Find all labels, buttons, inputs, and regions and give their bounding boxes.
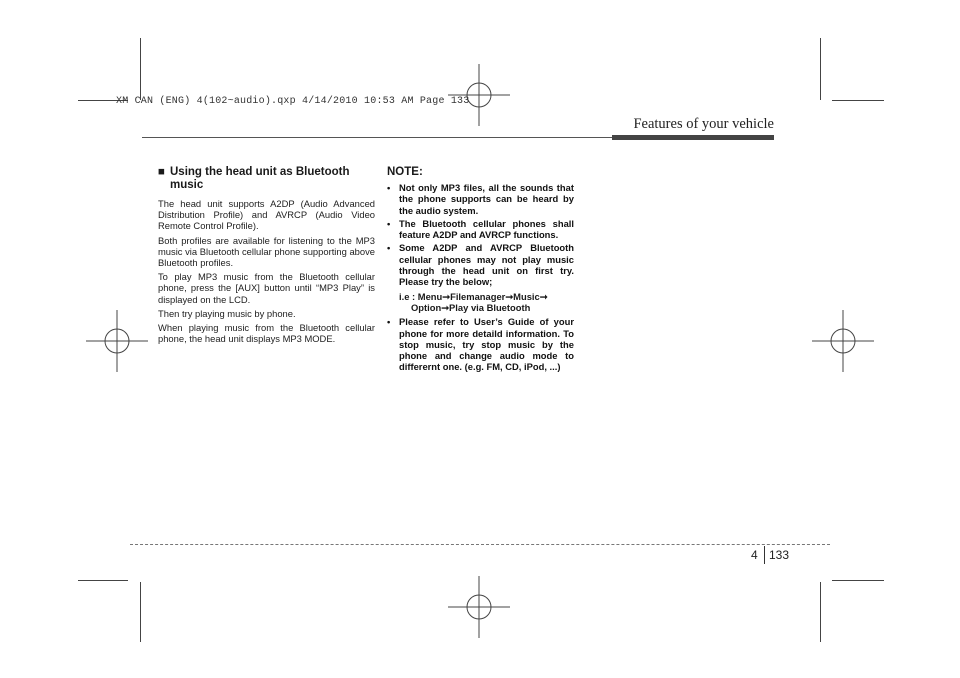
header-rule [142, 137, 612, 138]
registration-mark-left [86, 310, 148, 372]
crop-mark [140, 582, 141, 642]
section-heading [158, 166, 375, 191]
registration-mark-top [448, 64, 510, 126]
crop-mark [820, 582, 821, 642]
square-bullet-icon: ■ [158, 166, 165, 178]
paragraph: To play MP3 music from the Bluetooth cellular phone, press the [AUX] button until “MP3 Play” is displayed on the LCD. [158, 271, 375, 305]
menu-path-example [387, 291, 574, 314]
registration-mark-bottom [448, 576, 510, 638]
print-header: XM CAN (ENG) 4(102~audio).qxp 4/14/2010 10:53 AM Page 133 [116, 96, 470, 107]
paragraph: When playing music from the Bluetooth cellular phone, the head unit displays MP3 MODE. [158, 322, 375, 345]
section-heading-text: Using the head unit as Bluetooth music [170, 166, 350, 191]
bullet-icon: • [387, 316, 391, 328]
note-item-text: Some A2DP and AVRCP Bluetooth cellular phones may not play music through the head unit on first try. Please try the below; [399, 242, 574, 288]
note-item-text: Not only MP3 files, all the sounds that the phone supports can be heard by the audio system. [399, 182, 574, 216]
bullet-icon: • [387, 182, 391, 193]
chapter-number: 4 [751, 548, 758, 562]
note-title: NOTE: [387, 166, 423, 178]
bullet-icon: • [387, 242, 391, 254]
crop-mark [140, 38, 141, 100]
note-item [387, 242, 574, 287]
note-item-text: Please refer to User’s Guide of your phone for more detaild information. To stop music, try stop music by the phone and change audio mode to differernt one. (e.g. FM, CD, iPod, ...) [399, 316, 574, 373]
menu-path-line-2: Option➞Play via Bluetooth [411, 301, 531, 313]
crop-mark [820, 38, 821, 100]
crop-mark [832, 100, 884, 101]
note-item [387, 218, 574, 241]
header-rule-accent [612, 135, 774, 140]
note-item-text: The Bluetooth cellular phones shall feature A2DP and AVRCP functions. [399, 217, 574, 241]
section-title: Features of your vehicle [633, 116, 774, 132]
left-column [158, 166, 375, 347]
paragraph: Both profiles are available for listening to the MP3 music via Bluetooth cellular phone supporting above Bluetooth profiles. [158, 234, 375, 269]
note-item [387, 316, 574, 372]
page-number: 133 [769, 548, 790, 562]
crop-mark [78, 580, 128, 581]
footer-dashed-rule [130, 544, 830, 545]
menu-path-line-1: i.e : Menu➞Filemanager➞Music➞ [399, 290, 548, 302]
paragraph: The head unit supports A2DP (Audio Advanced Distribution Profile) and AVRCP (Audio Video Remote Control Profile). [158, 198, 375, 232]
note-item [387, 182, 574, 216]
bullet-icon: • [387, 217, 391, 229]
paragraph: Then try playing music by phone. [158, 307, 296, 319]
crop-mark [832, 580, 884, 581]
page-number-divider [764, 546, 765, 564]
registration-mark-right [812, 310, 874, 372]
note-box [387, 166, 574, 375]
